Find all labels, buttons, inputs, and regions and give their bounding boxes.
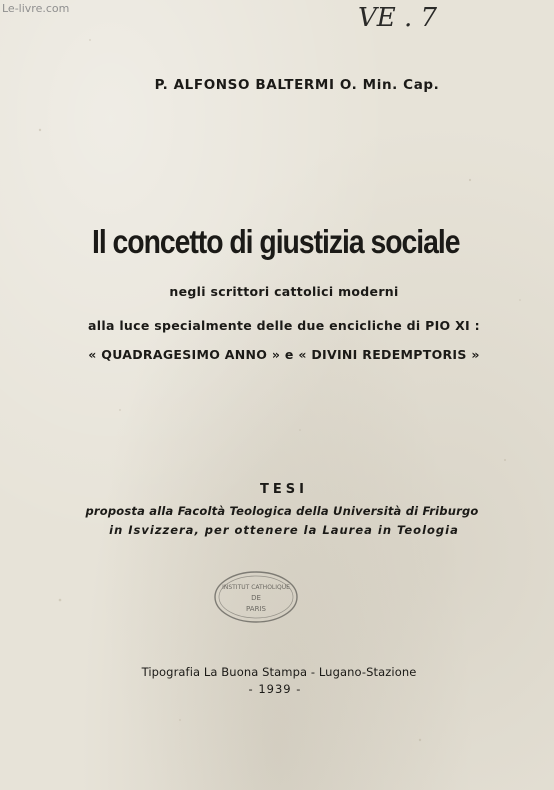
watermark-label: Le-livre.com [2, 2, 70, 15]
subtitle-line-2: alla luce specialmente delle due encicliche di PIO XI : [88, 318, 480, 333]
subtitle-line-1: negli scrittori cattolici moderni [169, 284, 399, 299]
publication-year: - 1939 - [248, 682, 302, 696]
handwritten-note [358, 0, 458, 34]
subtitle-line-3: « QUADRAGESIMO ANNO » e « DIVINI REDEMPTORIS » [88, 347, 480, 362]
library-stamp [213, 570, 299, 624]
svg-text:VE . 7: VE . 7 [358, 3, 438, 33]
thesis-line-2: in Isvizzera, per ottenere la Laurea in Teologia [109, 523, 459, 537]
thesis-heading: TESI [260, 482, 308, 497]
thesis-line-1: proposta alla Facoltà Teologica della Università di Friburgo [85, 504, 479, 518]
document-title: Il concetto di giustizia sociale [91, 223, 460, 260]
svg-text:DE: DE [251, 594, 261, 602]
svg-text:INSTITUT CATHOLIQUE: INSTITUT CATHOLIQUE [222, 584, 290, 591]
printer-imprint: Tipografia La Buona Stampa - Lugano-Stazione [141, 665, 417, 679]
svg-text:PARIS: PARIS [246, 605, 266, 613]
author-name: P. ALFONSO BALTERMI O. Min. Cap. [154, 77, 440, 93]
